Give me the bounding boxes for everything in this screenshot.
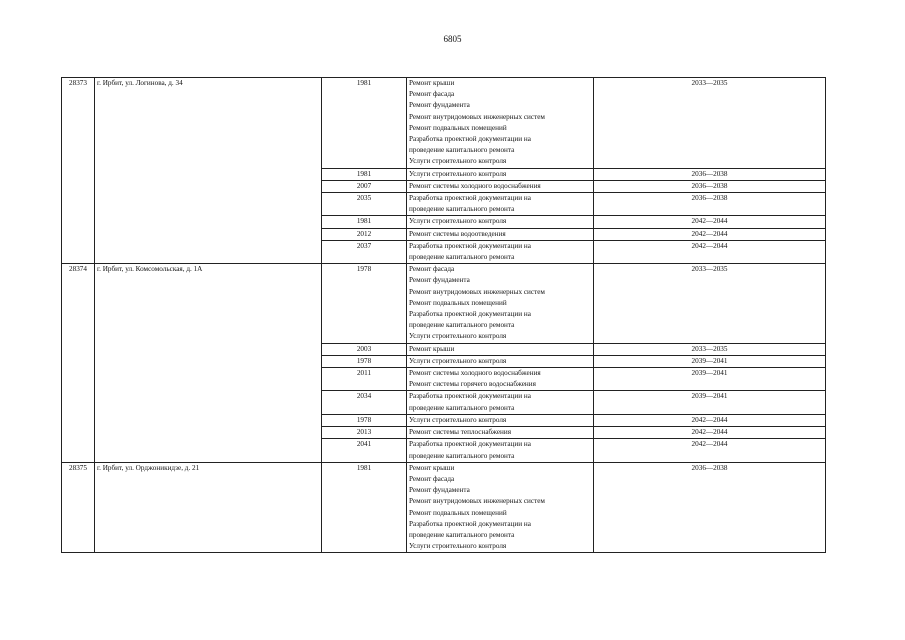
- work-types: [407, 78, 594, 169]
- last-repair-year: 2007: [322, 180, 407, 192]
- work-types: [407, 414, 594, 426]
- work-item: Ремонт фасада: [409, 474, 455, 483]
- last-repair-year: 2011: [322, 368, 407, 391]
- building-id: 28373: [62, 78, 95, 264]
- planned-period: 2042—2044: [594, 427, 826, 439]
- last-repair-year: 2037: [322, 240, 407, 263]
- page-number: 6805: [443, 34, 462, 44]
- work-item: Ремонт фундамента: [409, 101, 470, 110]
- last-repair-year: 2035: [322, 193, 407, 216]
- building-address: г. Ирбит, ул. Комсомольская, д. 1А: [95, 264, 322, 462]
- work-item: Разработка проектной документации на: [409, 440, 531, 449]
- last-repair-year: 2041: [322, 439, 407, 462]
- planned-period: 2039—2041: [594, 391, 826, 414]
- planned-period: 2042—2044: [594, 216, 826, 228]
- planned-period: 2036—2038: [594, 193, 826, 216]
- work-types: [407, 368, 594, 391]
- work-item: Ремонт системы холодного водоснабжения: [409, 181, 541, 190]
- work-item: проведение капитального ремонта: [409, 530, 515, 539]
- work-item: Ремонт внутридомовых инженерных систем: [409, 497, 545, 506]
- work-item: Услуги строительного контроля: [409, 169, 507, 178]
- work-item: Услуги строительного контроля: [409, 157, 507, 166]
- planned-period: 2042—2044: [594, 414, 826, 426]
- work-item: Ремонт крыши: [409, 463, 455, 472]
- work-item: Услуги строительного контроля: [409, 415, 507, 424]
- last-repair-year: 1978: [322, 264, 407, 343]
- work-item: Ремонт фундамента: [409, 276, 470, 285]
- last-repair-year: 2034: [322, 391, 407, 414]
- planned-period: 2036—2038: [594, 180, 826, 192]
- building-address: г. Ирбит, ул. Орджоникидзе, д. 21: [95, 462, 322, 553]
- planned-period: 2042—2044: [594, 228, 826, 240]
- planned-period: 2036—2038: [594, 168, 826, 180]
- work-types: [407, 427, 594, 439]
- work-types: [407, 391, 594, 414]
- building-id: 28374: [62, 264, 95, 462]
- work-item: Услуги строительного контроля: [409, 356, 507, 365]
- work-item: Разработка проектной документации на: [409, 135, 531, 144]
- work-item: Ремонт фасада: [409, 265, 455, 274]
- last-repair-year: 1978: [322, 414, 407, 426]
- work-types: [407, 439, 594, 462]
- last-repair-year: 2003: [322, 343, 407, 355]
- work-item: Разработка проектной документации на: [409, 519, 531, 528]
- work-item: Ремонт подвальных помещений: [409, 508, 507, 517]
- work-item: Разработка проектной документации на: [409, 392, 531, 401]
- planned-period: 2033—2035: [594, 343, 826, 355]
- work-item: Ремонт внутридомовых инженерных систем: [409, 287, 545, 296]
- planned-period: 2042—2044: [594, 439, 826, 462]
- work-item: проведение капитального ремонта: [409, 321, 515, 330]
- work-types: [407, 355, 594, 367]
- planned-period: 2033—2035: [594, 264, 826, 343]
- work-item: проведение капитального ремонта: [409, 205, 515, 214]
- planned-period: 2033—2035: [594, 78, 826, 169]
- work-item: Ремонт подвальных помещений: [409, 298, 507, 307]
- work-types: [407, 216, 594, 228]
- planned-period: 2036—2038: [594, 462, 826, 553]
- work-item: Разработка проектной документации на: [409, 194, 531, 203]
- schedule-body: [62, 78, 826, 553]
- work-types: [407, 343, 594, 355]
- table-row: [62, 462, 826, 553]
- work-types: [407, 228, 594, 240]
- last-repair-year: 1981: [322, 216, 407, 228]
- work-item: Ремонт внутридомовых инженерных систем: [409, 112, 545, 121]
- planned-period: 2039—2041: [594, 368, 826, 391]
- work-item: Ремонт крыши: [409, 79, 455, 87]
- building-address: г. Ирбит, ул. Логинова, д. 34: [95, 78, 322, 264]
- last-repair-year: 1981: [322, 78, 407, 169]
- building-id: 28375: [62, 462, 95, 553]
- planned-period: 2042—2044: [594, 240, 826, 263]
- planned-period: 2039—2041: [594, 355, 826, 367]
- work-item: Ремонт системы водоотведения: [409, 229, 506, 238]
- work-types: [407, 264, 594, 343]
- work-types: [407, 193, 594, 216]
- table-row: [62, 78, 826, 169]
- work-types: [407, 240, 594, 263]
- last-repair-year: 1978: [322, 355, 407, 367]
- work-item: Услуги строительного контроля: [409, 332, 507, 341]
- work-item: Ремонт системы теплоснабжения: [409, 428, 512, 437]
- work-types: [407, 180, 594, 192]
- repair-schedule-table: [61, 77, 826, 553]
- work-item: проведение капитального ремонта: [409, 403, 515, 412]
- work-item: Услуги строительного контроля: [409, 217, 507, 226]
- last-repair-year: 2013: [322, 427, 407, 439]
- work-item: Разработка проектной документации на: [409, 241, 531, 250]
- work-item: Ремонт системы горячего водоснабжения: [409, 380, 536, 389]
- work-item: проведение капитального ремонта: [409, 146, 515, 155]
- last-repair-year: 2012: [322, 228, 407, 240]
- work-types: [407, 168, 594, 180]
- work-item: проведение капитального ремонта: [409, 253, 515, 262]
- work-item: проведение капитального ремонта: [409, 451, 515, 460]
- last-repair-year: 1981: [322, 168, 407, 180]
- work-types: [407, 462, 594, 553]
- work-item: Ремонт фундамента: [409, 486, 470, 495]
- table-row: [62, 264, 826, 343]
- work-item: Ремонт крыши: [409, 344, 455, 353]
- work-item: Ремонт подвальных помещений: [409, 123, 507, 132]
- work-item: Разработка проектной документации на: [409, 310, 531, 319]
- last-repair-year: 1981: [322, 462, 407, 553]
- work-item: Услуги строительного контроля: [409, 542, 507, 551]
- work-item: Ремонт фасада: [409, 90, 455, 99]
- work-item: Ремонт системы холодного водоснабжения: [409, 369, 541, 378]
